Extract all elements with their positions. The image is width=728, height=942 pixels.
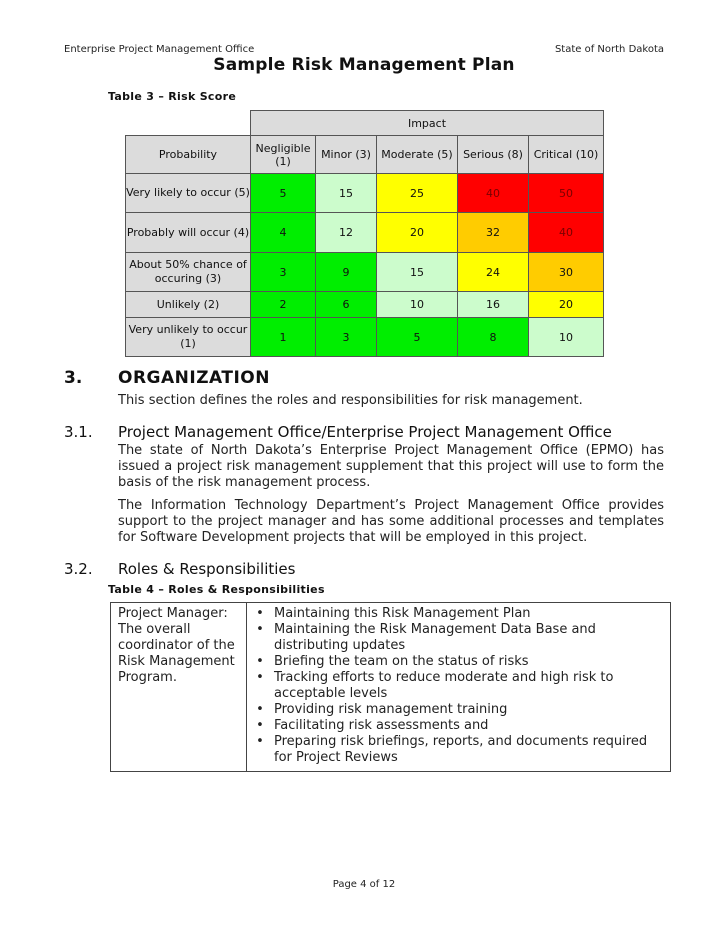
risk-score-cell: 40 — [458, 174, 529, 213]
list-item — [256, 670, 664, 702]
document-title: Sample Risk Management Plan — [213, 55, 515, 75]
subsection-number: 3.1. — [64, 423, 93, 441]
risk-score-cell: 32 — [458, 213, 529, 253]
risk-score-cell: 2 — [251, 292, 316, 318]
probability-row-header: Very unlikely to occur (1) — [126, 318, 251, 357]
bullet-icon: • — [256, 702, 264, 717]
list-item — [256, 718, 664, 734]
list-item-text: Facilitating risk assessments and — [274, 718, 489, 733]
table-row — [126, 318, 604, 357]
page-footer: Page 4 of 12 — [332, 879, 396, 890]
table3-caption: Table 3 – Risk Score — [108, 90, 237, 103]
probability-row-header: Very likely to occur (5) — [126, 174, 251, 213]
list-item — [256, 734, 664, 766]
section-heading: ORGANIZATION — [118, 368, 270, 388]
list-item — [256, 654, 664, 670]
probability-row-header: Probably will occur (4) — [126, 213, 251, 253]
list-item — [256, 622, 664, 654]
risk-score-cell: 3 — [251, 253, 316, 292]
probability-header: Probability — [126, 136, 251, 174]
responsibilities-cell — [247, 603, 671, 772]
risk-score-cell: 12 — [316, 213, 377, 253]
section-number: 3. — [64, 368, 83, 388]
list-item-text: Briefing the team on the status of risks — [274, 654, 529, 669]
risk-score-cell: 5 — [377, 318, 458, 357]
risk-score-cell: 15 — [316, 174, 377, 213]
risk-score-cell: 10 — [377, 292, 458, 318]
risk-score-cell: 50 — [529, 174, 604, 213]
list-item — [256, 606, 664, 622]
subsection-heading: Roles & Responsibilities — [118, 560, 296, 578]
table-corner-blank — [126, 111, 251, 136]
risk-score-cell: 3 — [316, 318, 377, 357]
risk-score-cell: 10 — [529, 318, 604, 357]
risk-score-cell: 25 — [377, 174, 458, 213]
impact-col-header: Critical (10) — [529, 136, 604, 174]
table-row — [111, 603, 671, 772]
table-row — [126, 292, 604, 318]
risk-score-cell: 16 — [458, 292, 529, 318]
impact-col-header: Minor (3) — [316, 136, 377, 174]
impact-header: Impact — [251, 111, 604, 136]
list-item-text: Preparing risk briefings, reports, and documents required for Project Reviews — [274, 734, 648, 765]
bullet-icon: • — [256, 622, 264, 637]
risk-score-cell: 6 — [316, 292, 377, 318]
bullet-icon: • — [256, 606, 264, 621]
list-item-text: Tracking efforts to reduce moderate and high risk to acceptable levels — [274, 670, 614, 701]
bullet-icon: • — [256, 734, 264, 749]
roles-table — [110, 602, 671, 772]
risk-score-cell: 30 — [529, 253, 604, 292]
risk-score-cell: 9 — [316, 253, 377, 292]
paragraph: The state of North Dakota’s Enterprise Project Management Office (EPMO) has issued a project risk management supplement that this project will use to form the basis of the risk management process. — [118, 443, 664, 490]
risk-score-cell: 4 — [251, 213, 316, 253]
paragraph: The Information Technology Department’s Project Management Office provides support to the project manager and has some additional processes and templates for Software Development projects that will be employed in this project. — [118, 498, 664, 545]
table-row — [126, 213, 604, 253]
bullet-icon: • — [256, 718, 264, 733]
page-header-right: State of North Dakota — [554, 44, 664, 55]
page-header-left: Enterprise Project Management Office — [64, 44, 255, 55]
subsection-heading: Project Management Office/Enterprise Project Management Office — [118, 423, 612, 441]
list-item — [256, 702, 664, 718]
probability-row-header: About 50% chance of occuring (3) — [126, 253, 251, 292]
impact-col-header: Moderate (5) — [377, 136, 458, 174]
impact-col-header: Negligible (1) — [251, 136, 316, 174]
subsection-number: 3.2. — [64, 560, 93, 578]
list-item-text: Maintaining the Risk Management Data Base and distributing updates — [274, 622, 596, 653]
risk-score-cell: 15 — [377, 253, 458, 292]
table-row — [126, 174, 604, 213]
responsibilities-list — [254, 606, 664, 766]
list-item-text: Providing risk management training — [274, 702, 508, 717]
bullet-icon: • — [256, 670, 264, 685]
risk-score-cell: 24 — [458, 253, 529, 292]
list-item-text: Maintaining this Risk Management Plan — [274, 606, 531, 621]
risk-score-table — [125, 110, 604, 357]
risk-score-cell: 40 — [529, 213, 604, 253]
impact-col-header: Serious (8) — [458, 136, 529, 174]
role-cell: Project Manager: The overall coordinator of the Risk Management Program. — [111, 603, 247, 772]
table4-caption: Table 4 – Roles & Responsibilities — [108, 583, 325, 596]
table-row — [126, 253, 604, 292]
risk-score-cell: 8 — [458, 318, 529, 357]
probability-row-header: Unlikely (2) — [126, 292, 251, 318]
bullet-icon: • — [256, 654, 264, 669]
risk-score-cell: 1 — [251, 318, 316, 357]
risk-score-cell: 5 — [251, 174, 316, 213]
risk-score-cell: 20 — [529, 292, 604, 318]
risk-score-cell: 20 — [377, 213, 458, 253]
section-intro: This section defines the roles and responsibilities for risk management. — [118, 393, 583, 408]
